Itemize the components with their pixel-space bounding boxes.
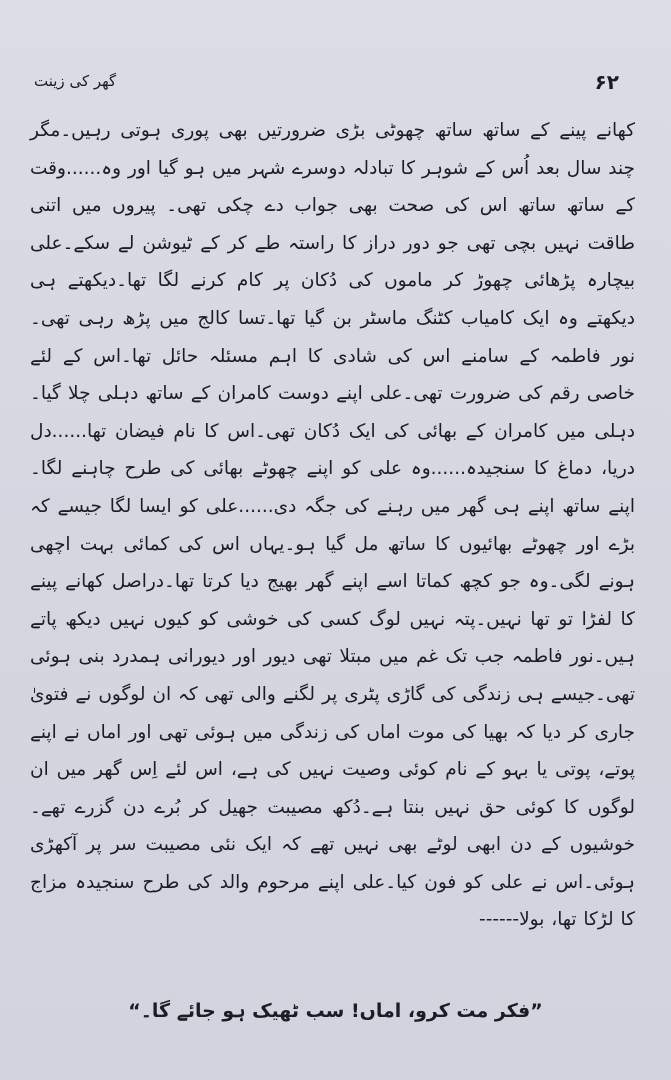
running-title: گھر کی زینت: [34, 72, 117, 90]
dialogue-quote: ”فکر مت کرو، اماں! سب ٹھیک ہو جائے گا۔“: [128, 1000, 543, 1022]
page-header: [34, 70, 619, 100]
page-number: ۶۲: [594, 70, 619, 94]
body-text: [30, 112, 635, 939]
body-paragraph: کھانے پینے کے ساتھ ساتھ چھوٹی بڑی ضرورتیں بھی پوری ہوتی رہیں۔مگر چند سال بعد اُس کے شوہر کا تبادلہ دوسرے شہر میں ہو گیا اور وہ......وقت کے ساتھ ساتھ اس کی صحت بھی جواب دے چکی تھی۔ پیروں میں اتنی طاقت نہیں بچی تھی جو دور دراز کا راستہ طے کر کے ٹیوشن لے سکے۔علی بیچارہ پڑھائی چھوڑ کر ماموں کی دُکان پر کام کرنے لگا تھا۔دیکھتے ہی دیکھتے وہ ایک کامیاب کٹنگ ماسٹر بن گیا تھا۔تسا کالج میں پڑھ رہی تھی۔نور فاطمہ کے سامنے اس کی شادی کا اہم مسئلہ حائل تھا۔اس کے لئے خاصی رقم کی ضرورت تھی۔علی اپنے دوست کامران کے ساتھ دہلی چلا گیا۔دہلی میں کامران کے بھائی کی ایک دُکان تھی۔اس کا نام فیضان تھا......دل دریا، دماغ کا سنجیدہ......وہ علی کو اپنے چھوٹے بھائی کی طرح چاہنے لگا۔اپنے ساتھ اپنے ہی گھر میں رہنے کی جگہ دی......علی کو ایسا لگا جیسے کہ بڑے اور چھوٹے بھائیوں کا ساتھ مل گیا ہو۔یہاں اس کی کمائی بہت اچھی ہونے لگی۔وہ جو کچھ کماتا اسے اپنے گھر بھیج دیا کرتا تھا۔دراصل کھانے پینے کا لفڑا تو تھا نہیں۔پتہ نہیں لوگ کسی کی خوشی کو کیوں نہیں دیکھ پاتے ہیں۔نور فاطمہ جب تک غم میں مبتلا تھی دیور اور دیورانی ہمدرد بنی ہوئی تھی۔جیسے ہی زندگی کی گاڑی پٹری پر لگنے والی تھی کہ ان لوگوں نے فتویٰ جاری کر دیا کہ بھیا کی موت اماں کی زندگی میں ہوئی تھی اور اماں نے اپنے پوتے، پوتی یا بہو کے نام کوئی وصیت نہیں کی ہے، اس لئے اِس گھر میں ان لوگوں کا کوئی حق نہیں بنتا ہے۔دُکھ مصیبت جھیل کر بُرے دن گزرے تھے۔خوشیوں کے دن ابھی لوٹے بھی نہیں تھے کہ ایک نئی مصیبت سر پر آکھڑی ہوئی۔اس نے علی کو فون کیا۔علی اپنے مرحوم والد کی طرح سنجیدہ مزاج کا لڑکا تھا، بولا------: [30, 120, 635, 931]
